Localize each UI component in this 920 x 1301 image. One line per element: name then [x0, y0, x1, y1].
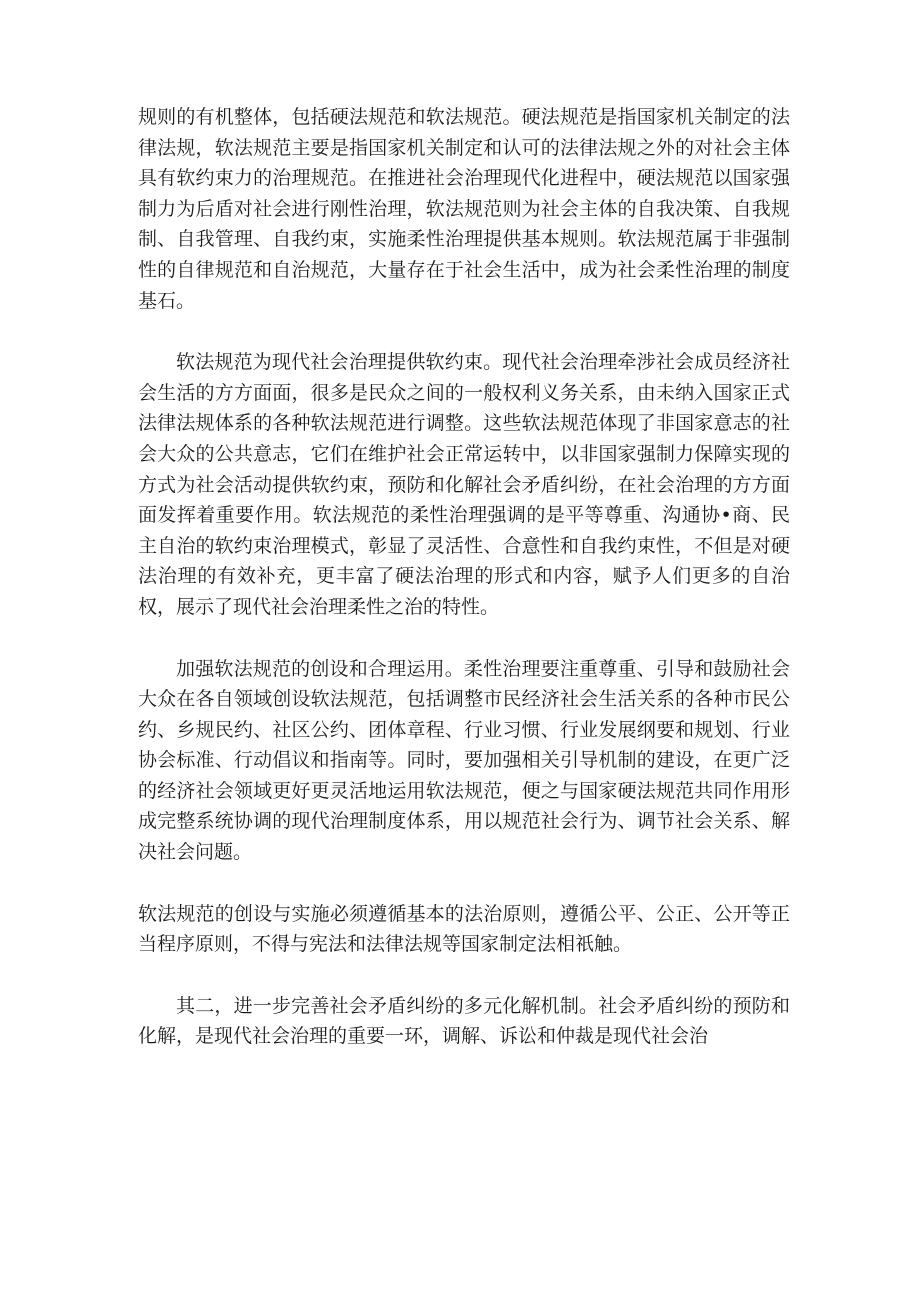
paragraph-1: 规则的有机整体，包括硬法规范和软法规范。硬法规范是指国家机关制定的法律法规，软法规范主要是指国家机关制定和认可的法律法规之外的对社会主体具有软约束力的治理规范。在推进社会治理现代化进程中，硬法规范以国家强制力为后盾对社会进行刚性治理，软法规范则为社会主体的自我决策、自我规制、自我管理、自我约束，实施柔性治理提供基本规则。软法规范属于非强制性的自律规范和自治规范，大量存在于社会生活中，成为社会柔性治理的制度基石。 — [138, 106, 790, 312]
paragraph-2: 软法规范为现代社会治理提供软约束。现代社会治理牵涉社会成员经济社会生活的方方面面，很多是民众之间的一般权利义务关系，由未纳入国家正式法律法规体系的各种软法规范进行调整。这些软法规范体现了非国家意志的社会大众的公共意志，它们在维护社会正常运转中，以非国家强制力保障实现的方式为社会活动提供软约束，预防和化解社会矛盾纠纷，在社会治理的方方面面发挥着重要作用。软法规范的柔性治理强调的是平等尊重、沟通协•商、民主自治的软约束治理模式，彰显了灵活性、合意性和自我约束性，不但是对硬法治理的有效补充，更丰富了硬法治理的形式和内容，赋予人们更多的自治权，展示了现代社会治理柔性之治的特性。 — [138, 351, 790, 618]
document-page — [138, 102, 790, 1083]
paragraph-3: 加强软法规范的创设和合理运用。柔性治理要注重尊重、引导和鼓励社会大众在各自领域创设软法规范，包括调整市民经济社会生活关系的各种市民公约、乡规民约、社区公约、团体章程、行业习惯、行业发展纲要和规划、行业协会标准、行动倡议和指南等。同时，要加强相关引导机制的建设，在更广泛的经济社会领域更好更灵活地运用软法规范，便之与国家硬法规范共同作用形成完整系统协调的现代治理制度体系，用以规范社会行为、调节社会关系、解决社会问题。 — [138, 657, 790, 864]
paragraph-5: 其二，进一步完善社会矛盾纠纷的多元化解机制。社会矛盾纠纷的预防和化解，是现代社会治理的重要一环，调解、诉讼和仲裁是现代社会治 — [138, 994, 790, 1048]
paragraph-4: 软法规范的创设与实施必须遵循基本的法治原则，遵循公平、公正、公开等正当程序原则，不得与宪法和法律法规等国家制定法相祇触。 — [138, 902, 790, 956]
